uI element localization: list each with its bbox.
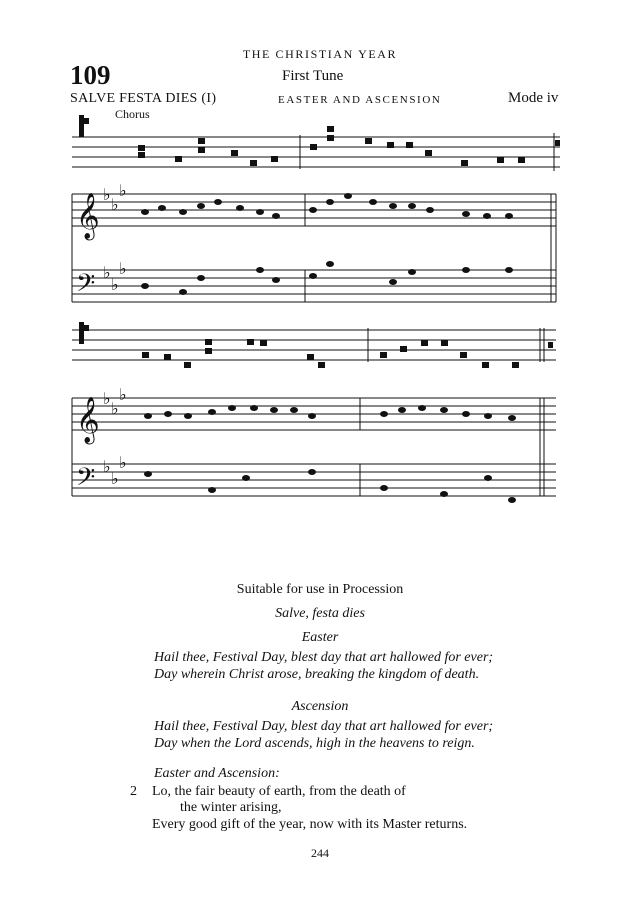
square-notes — [138, 126, 560, 368]
running-title: THE CHRISTIAN YEAR — [242, 47, 398, 61]
suitable-note: Suitable for use in Procession — [236, 582, 404, 597]
svg-text:♭: ♭ — [111, 195, 119, 214]
svg-text:♭: ♭ — [111, 469, 119, 488]
mode-label: Mode iv — [508, 90, 559, 106]
ascension-line: Hail thee, Festival Day, blest day that art hallowed for ever; — [154, 719, 494, 734]
chorus-label: Chorus — [115, 107, 150, 121]
page-number: 244 — [311, 846, 329, 860]
svg-text:♭: ♭ — [119, 453, 127, 472]
verse-line: Lo, the fair beauty of earth, from the death of — [152, 784, 406, 799]
plainsong-staff — [72, 133, 560, 171]
svg-text:♭: ♭ — [103, 263, 111, 282]
svg-text:♭: ♭ — [119, 259, 127, 278]
ascension-line: Day when the Lord ascends, high in the heavens to reign. — [154, 736, 475, 751]
harmony-notes — [141, 193, 516, 503]
easter-line: Hail thee, Festival Day, blest day that art hallowed for ever; — [154, 650, 494, 665]
verse-line: Every good gift of the year, now with its Master returns. — [152, 817, 468, 832]
tune-label: First Tune — [282, 68, 344, 84]
svg-text:♭: ♭ — [119, 385, 127, 404]
easter-line: Day wherein Christ arose, breaking the kingdom of death. — [154, 667, 480, 682]
occasion-label: EASTER AND ASCENSION — [278, 94, 442, 106]
season-heading-ascension: Ascension — [291, 699, 349, 714]
verse-number: 2 — [130, 784, 137, 799]
latin-title: Salve, festa dies — [275, 606, 365, 621]
c-clef-icon — [79, 115, 84, 137]
svg-text:♭: ♭ — [103, 185, 111, 204]
hymn-number: 109 — [70, 60, 111, 90]
verse-line: the winter arising, — [180, 800, 282, 815]
bass-staff — [72, 398, 556, 496]
treble-clef-icon: 𝄞 — [76, 397, 100, 443]
c-clef-icon — [84, 325, 89, 331]
c-clef-icon — [84, 118, 89, 124]
bass-clef-icon: 𝄢 — [76, 463, 96, 498]
svg-text:♭: ♭ — [119, 181, 127, 200]
both-seasons-label: Easter and Ascension: — [154, 766, 280, 781]
hymn-name: SALVE FESTA DIES (I) — [70, 91, 217, 106]
treble-clef-icon: 𝄞 — [76, 193, 100, 239]
bass-clef-icon: 𝄢 — [76, 269, 96, 304]
svg-text:♭: ♭ — [111, 399, 119, 418]
flat-icon — [103, 181, 127, 488]
svg-text:♭: ♭ — [111, 275, 119, 294]
c-clef-icon — [79, 322, 84, 344]
svg-text:♭: ♭ — [103, 389, 111, 408]
season-heading-easter: Easter — [301, 630, 339, 645]
svg-text:♭: ♭ — [103, 457, 111, 476]
